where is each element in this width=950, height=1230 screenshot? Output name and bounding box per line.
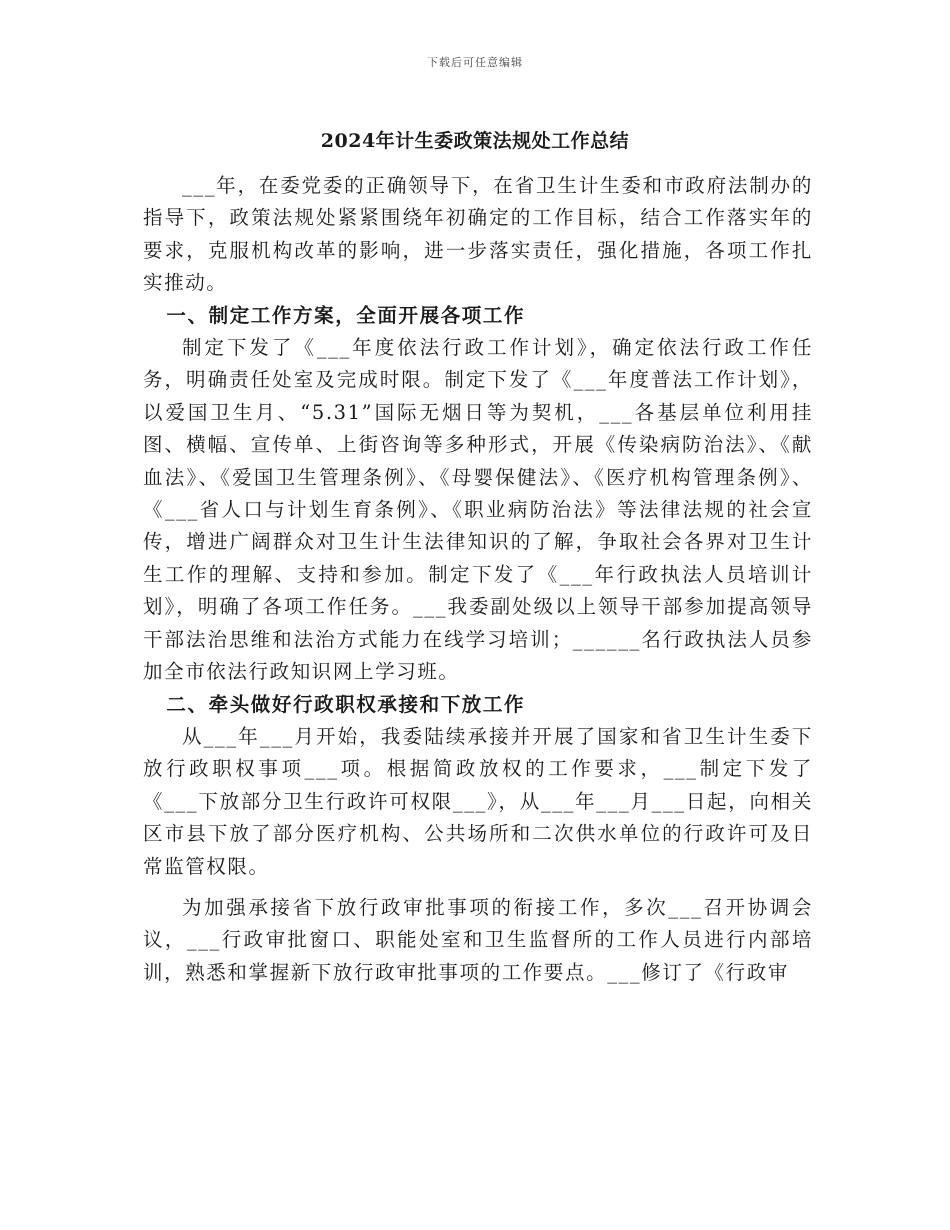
- intro-paragraph: ___年，在委党委的正确领导下，在省卫生计生委和市政府法制办的指导下，政策法规处紧紧围绕年初确定的工作目标，结合工作落实年的要求，克服机构改革的影响，进一步落实责任，强化措施，各项工作扎实推动。: [143, 174, 813, 295]
- section-2-heading: 二、牵头做好行政职权承接和下放工作: [166, 692, 526, 716]
- section-1-heading: 一、制定工作方案，全面开展各项工作: [166, 303, 526, 327]
- document-title: 2024年计生委政策法规处工作总结: [320, 130, 630, 152]
- section-1-paragraph: 制定下发了《___年度依法行政工作计划》，确定依法行政工作任务，明确责任处室及完成时限。制定下发了《___年度普法工作计划》，以爱国卫生月、“5.31”国际无烟日等为契机，___各基层单位利用挂图、横幅、宣传单、上街咨询等多种形式，开展《传染病防治法》、《献血法》、《爱国卫生管理条例》、《母婴保健法》、《医疗机构管理条例》、《___省人口与计划生育条例》、《职业病防治法》等法律法规的社会宣传，增进广阔群众对卫生计生法律知识的了解，争取社会各界对卫生计生工作的理解、支持和参加。制定下发了《___年行政执法人员培训计划》，明确了各项工作任务。___我委副处级以上领导干部参加提高领导干部法治思维和法治方式能力在线学习培训；______名行政执法人员参加全市依法行政知识网上学习班。: [143, 336, 813, 684]
- document-body: [143, 170, 813, 989]
- section-2-paragraph-1: 从___年___月开始，我委陆续承接并开展了国家和省卫生计生委下放行政职权事项___项。根据简政放权的工作要求，___制定下发了《___下放部分卫生行政许可权限___》，从___年___月___日起，向相关区市县下放了部分医疗机构、公共场所和二次供水单位的行政许可及日常监管权限。: [143, 724, 813, 878]
- header-note: 下载后可任意编辑: [427, 56, 523, 69]
- section-2-paragraph-2: 为加强承接省下放行政审批事项的衔接工作，多次___召开协调会议，___行政审批窗口、职能处室和卫生监督所的工作人员进行内部培训，熟悉和掌握新下放行政审批事项的工作要点。___修订了《行政审: [143, 895, 813, 984]
